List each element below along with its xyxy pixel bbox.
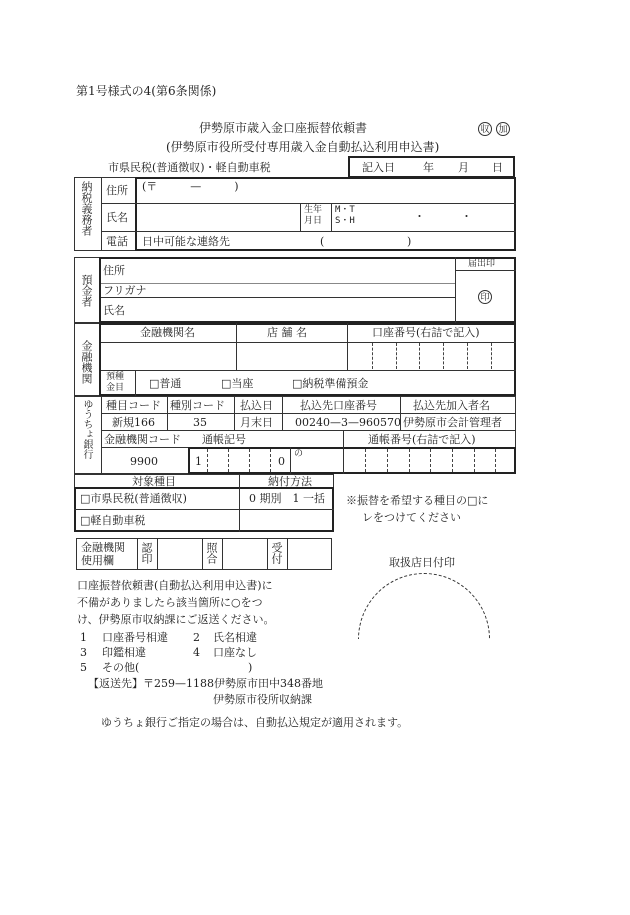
depositor-furigana-label: フリガナ	[103, 284, 147, 297]
era-option-sh[interactable]: S・H	[335, 216, 355, 226]
target-header-method: 納付方法	[268, 475, 312, 488]
taxpayer-name-label: 氏名	[106, 211, 128, 224]
yucho-section-label: ゆうちょ銀行	[81, 399, 92, 459]
yucho-value-type-code: 35	[193, 416, 207, 429]
entry-date-label: 記入日	[362, 161, 395, 174]
col-institution-name: 金融機関名	[140, 326, 195, 339]
depositor-address-input[interactable]	[130, 260, 450, 282]
taxpayer-address-label: 住所	[106, 184, 128, 197]
birth-dot-2: ・	[461, 210, 472, 223]
defect-notice-line-3: け、伊勢原市収納課にご返送ください。	[77, 613, 275, 626]
account-number-input[interactable]	[349, 344, 514, 369]
defect-item-2-text: 氏名相違	[213, 631, 257, 644]
add-mark-icon: 加	[496, 122, 510, 136]
target-note-2: レをつけてください	[362, 511, 461, 524]
yucho-value-item-code: 新規166	[112, 416, 155, 429]
col-branch-name: 店 舗 名	[267, 326, 307, 339]
yucho-value-payment-date: 月末日	[240, 416, 273, 429]
bank-section-label: 金融機関	[80, 340, 93, 384]
defect-item-1-no: 1	[80, 631, 87, 644]
branch-name-input[interactable]	[238, 344, 345, 369]
deposit-type-label-2: 金目	[106, 383, 125, 393]
footer-note: ゆうちょ銀行ご指定の場合は、自動払込規定が適用されます。	[101, 716, 409, 729]
defect-item-3-text: 印鑑相違	[102, 646, 146, 659]
taxpayer-phone-label: 電話	[106, 235, 128, 248]
yucho-header-type-code: 種別コード	[170, 399, 225, 412]
col-account-number: 口座番号(右詰で記入)	[372, 326, 480, 339]
passbook-symbol-last: 0	[278, 455, 285, 468]
depositor-address-label: 住所	[103, 264, 125, 277]
return-address-line-2: 伊勢原市役所収納課	[213, 693, 312, 706]
defect-item-5-close: )	[248, 661, 253, 674]
yucho-code-value: 9900	[130, 455, 158, 468]
entry-date-day[interactable]: 日	[492, 161, 503, 174]
passbook-number-label: 通帳番号(右詰で記入)	[368, 433, 476, 446]
form-subtitle: (伊勢原市役所受付専用歳入金自動払込利用申込書)	[166, 140, 440, 154]
depositor-furigana-input[interactable]	[160, 284, 450, 296]
approval-seal-label: 認印	[140, 542, 153, 564]
date-stamp-area	[358, 573, 490, 639]
defect-item-5-text: その他(	[102, 661, 140, 674]
receipt-mark-icon: 収	[478, 122, 492, 136]
defect-item-2-no: 2	[193, 631, 200, 644]
checkbox-ordinary[interactable]: □普通	[149, 377, 182, 390]
entry-date-year[interactable]: 年	[423, 161, 434, 174]
defect-item-4-text: 口座なし	[213, 646, 257, 659]
defect-item-4-no: 4	[193, 646, 200, 659]
depositor-section-label: 預金者	[80, 274, 93, 307]
entry-date-month[interactable]: 月	[458, 161, 469, 174]
passbook-no-char: の	[294, 449, 304, 459]
depositor-name-label: 氏名	[103, 304, 125, 317]
target-note-1: ※振替を希望する種目の□に	[346, 494, 489, 507]
seal-icon: 印	[478, 290, 492, 304]
birth-label-2: 月日	[304, 216, 323, 226]
phone-input[interactable]	[330, 233, 405, 249]
phone-paren-open: (	[320, 235, 325, 248]
payment-method-options[interactable]: 0 期別 1 一括	[249, 492, 325, 505]
receipt-label: 受付	[270, 542, 283, 564]
institution-name-input[interactable]	[102, 344, 234, 369]
phone-hint: 日中可能な連絡先	[142, 235, 230, 248]
passbook-number-input[interactable]	[345, 449, 514, 472]
defect-item-1-text: 口座番号相違	[102, 631, 168, 644]
bank-use-label-2: 使用欄	[81, 554, 114, 567]
bank-use-label-1: 金融機関	[81, 541, 125, 554]
checkbox-light-vehicle-tax[interactable]: □軽自動車税	[80, 514, 146, 527]
yucho-header-payee-account: 払込先口座番号	[300, 399, 377, 412]
check-label: 照合	[205, 542, 218, 564]
taxpayer-address-input[interactable]: (〒 — )	[142, 180, 239, 193]
registered-seal-header: 届出印	[468, 259, 496, 269]
passbook-symbol-label: 通帳記号	[202, 433, 246, 446]
yucho-code-label: 金融機関コード	[104, 433, 181, 446]
yucho-header-item-code: 種目コード	[106, 399, 161, 412]
defect-item-5-no: 5	[80, 661, 87, 674]
birth-label-1: 生年	[304, 205, 323, 215]
target-header-item: 対象種目	[132, 475, 176, 488]
defect-notice-line-1: 口座振替依頼書(自動払込利用申込書)に	[77, 579, 273, 592]
checkbox-resident-tax[interactable]: □市県民税(普通徴収)	[80, 492, 187, 505]
yucho-value-payee-account: 00240—3—960570	[295, 416, 401, 429]
era-option-mt[interactable]: M・T	[335, 205, 355, 215]
deposit-type-label-1: 預種	[106, 372, 125, 382]
yucho-value-payee-name: 伊勢原市会計管理者	[403, 416, 502, 429]
phone-paren-close: )	[407, 235, 412, 248]
defect-notice-line-2: 不備がありましたら該当箇所に○をつ	[77, 596, 263, 609]
form-title: 伊勢原市歳入金口座振替依頼書	[199, 121, 368, 135]
tax-type-header: 市県民税(普通徴収)・軽自動車税	[108, 161, 271, 174]
form-number: 第1号様式の4(第6条関係)	[76, 84, 217, 98]
passbook-symbol-input[interactable]	[208, 449, 270, 472]
taxpayer-section-label: 納税義務者	[80, 181, 93, 236]
defect-item-3-no: 3	[80, 646, 87, 659]
yucho-header-payee-name: 払込先加入者名	[413, 399, 490, 412]
taxpayer-name-input[interactable]	[138, 205, 298, 229]
birth-dot-1: ・	[414, 210, 425, 223]
return-address-line-1: 【返送先】〒259—1188伊勢原市田中348番地	[88, 677, 323, 690]
depositor-name-input[interactable]	[130, 299, 450, 321]
yucho-header-payment-date: 払込日	[240, 399, 273, 412]
checkbox-current[interactable]: □当座	[221, 377, 254, 390]
checkbox-tax-savings[interactable]: □納税準備預金	[292, 377, 369, 390]
passbook-symbol-first: 1	[195, 455, 202, 468]
date-stamp-label: 取扱店日付印	[389, 556, 455, 569]
